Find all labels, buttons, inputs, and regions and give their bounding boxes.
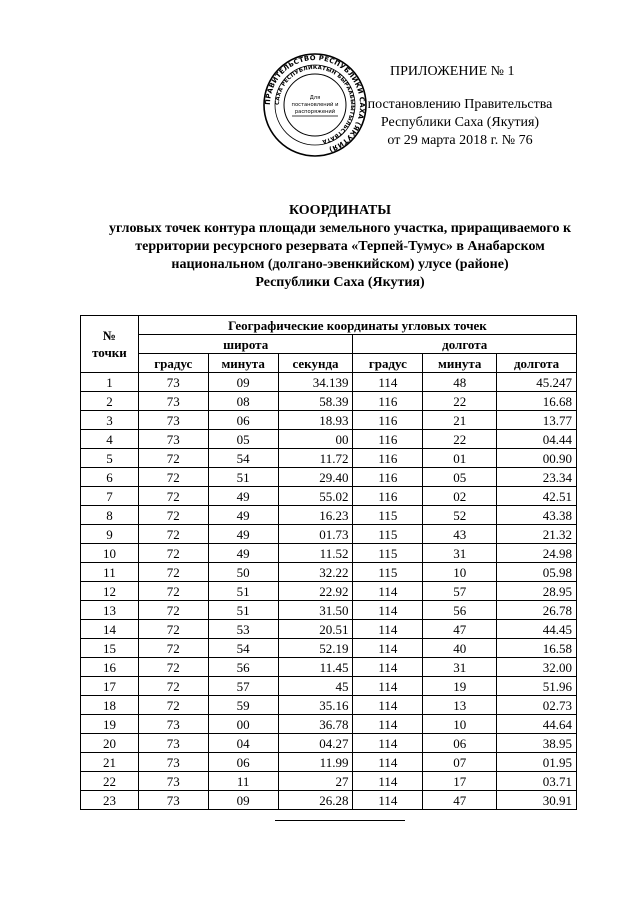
table-cell: 16.58 — [497, 639, 577, 658]
table-row — [81, 791, 577, 810]
table-cell: 72 — [138, 601, 208, 620]
table-cell: 06 — [208, 753, 278, 772]
table-cell: 72 — [138, 658, 208, 677]
table-cell: 114 — [353, 582, 423, 601]
table-cell: 9 — [81, 525, 139, 544]
table-cell: 4 — [81, 430, 139, 449]
table-cell: 28.95 — [497, 582, 577, 601]
table-cell: 116 — [353, 449, 423, 468]
coordinates-table — [80, 315, 577, 810]
table-cell: 5 — [81, 449, 139, 468]
column-header: минута — [423, 354, 497, 373]
table-row — [81, 525, 577, 544]
table-cell: 13 — [81, 601, 139, 620]
table-cell: 114 — [353, 658, 423, 677]
table-cell: 00 — [208, 715, 278, 734]
seal-outer-text: ПРАВИТЕЛЬСТВО РЕСПУБЛИКИ САХА (ЯКУТИЯ) — [263, 53, 367, 154]
table-cell: 7 — [81, 487, 139, 506]
table-cell: 73 — [138, 411, 208, 430]
table-row — [81, 373, 577, 392]
table-cell: 08 — [208, 392, 278, 411]
table-row — [81, 544, 577, 563]
table-cell: 6 — [81, 468, 139, 487]
table-cell: 49 — [208, 525, 278, 544]
seal-center-line: постановлений и — [291, 102, 339, 108]
table-cell: 01.73 — [278, 525, 353, 544]
table-cell: 31 — [423, 658, 497, 677]
table-cell: 22 — [423, 430, 497, 449]
table-cell: 72 — [138, 582, 208, 601]
table-cell: 10 — [423, 715, 497, 734]
table-cell: 19 — [81, 715, 139, 734]
longitude-header: долгота — [353, 335, 577, 354]
table-row — [81, 392, 577, 411]
table-cell: 05 — [208, 430, 278, 449]
table-cell: 114 — [353, 373, 423, 392]
column-header: секунда — [278, 354, 353, 373]
table-cell: 30.91 — [497, 791, 577, 810]
table-cell: 23 — [81, 791, 139, 810]
heading-subline: Республики Саха (Якутия) — [255, 275, 425, 290]
table-cell: 20 — [81, 734, 139, 753]
heading-subline: национальном (долгано-эвенкийском) улусе (районе) — [171, 257, 509, 272]
table-cell: 115 — [353, 563, 423, 582]
table-cell: 11.52 — [278, 544, 353, 563]
table-cell: 72 — [138, 468, 208, 487]
column-header: минута — [208, 354, 278, 373]
decree-reference — [360, 96, 560, 150]
table-cell: 48 — [423, 373, 497, 392]
table-cell: 114 — [353, 639, 423, 658]
table-cell: 116 — [353, 487, 423, 506]
table-cell: 72 — [138, 696, 208, 715]
table-cell: 50 — [208, 563, 278, 582]
table-cell: 55.02 — [278, 487, 353, 506]
table-row — [81, 449, 577, 468]
table-row — [81, 506, 577, 525]
seal-inner-text: САХА РЕСПУБЛИКАТЫН БЫРААБЫЫТЫЛЬСТВАТА — [274, 64, 356, 145]
table-cell: 09 — [208, 791, 278, 810]
table-cell: 11.72 — [278, 449, 353, 468]
table-cell: 72 — [138, 639, 208, 658]
table-cell: 06 — [423, 734, 497, 753]
table-cell: 49 — [208, 506, 278, 525]
table-cell: 26.28 — [278, 791, 353, 810]
table-cell: 115 — [353, 525, 423, 544]
table-cell: 32.00 — [497, 658, 577, 677]
point-number-header: № точки — [81, 316, 139, 373]
table-cell: 09 — [208, 373, 278, 392]
table-cell: 114 — [353, 677, 423, 696]
table-cell: 114 — [353, 734, 423, 753]
table-row — [81, 639, 577, 658]
table-cell: 59 — [208, 696, 278, 715]
column-header: долгота — [497, 354, 577, 373]
table-cell: 24.98 — [497, 544, 577, 563]
table-cell: 73 — [138, 430, 208, 449]
table-cell: 51.96 — [497, 677, 577, 696]
table-cell: 17 — [423, 772, 497, 791]
table-cell: 32.22 — [278, 563, 353, 582]
table-cell: 44.64 — [497, 715, 577, 734]
table-cell: 18.93 — [278, 411, 353, 430]
table-cell: 00 — [278, 430, 353, 449]
table-cell: 13.77 — [497, 411, 577, 430]
column-header: градус — [138, 354, 208, 373]
table-row — [81, 601, 577, 620]
table-cell: 114 — [353, 620, 423, 639]
table-cell: 53 — [208, 620, 278, 639]
heading-subline: территории ресурсного резервата «Терпей-Тумус» в Анабарском — [135, 239, 545, 254]
table-cell: 00.90 — [497, 449, 577, 468]
table-cell: 72 — [138, 544, 208, 563]
table-cell: 01 — [423, 449, 497, 468]
table-cell: 73 — [138, 772, 208, 791]
table-cell: 16 — [81, 658, 139, 677]
table-cell: 42.51 — [497, 487, 577, 506]
table-cell: 45.247 — [497, 373, 577, 392]
table-cell: 116 — [353, 468, 423, 487]
table-cell: 2 — [81, 392, 139, 411]
table-cell: 43 — [423, 525, 497, 544]
table-cell: 04.44 — [497, 430, 577, 449]
table-cell: 51 — [208, 468, 278, 487]
document-heading — [60, 202, 620, 292]
table-cell: 03.71 — [497, 772, 577, 791]
table-cell: 57 — [423, 582, 497, 601]
table-row — [81, 734, 577, 753]
table-cell: 18 — [81, 696, 139, 715]
table-cell: 11.99 — [278, 753, 353, 772]
geo-coordinates-header: Географические координаты угловых точек — [138, 316, 576, 335]
table-cell: 116 — [353, 411, 423, 430]
table-cell: 23.34 — [497, 468, 577, 487]
table-cell: 35.16 — [278, 696, 353, 715]
table-cell: 31.50 — [278, 601, 353, 620]
table-cell: 72 — [138, 487, 208, 506]
heading-subline: угловых точек контура площади земельного участка, приращиваемого к — [108, 221, 572, 236]
table-cell: 02 — [423, 487, 497, 506]
table-cell: 02.73 — [497, 696, 577, 715]
table-row — [81, 430, 577, 449]
table-cell: 38.95 — [497, 734, 577, 753]
table-cell: 21.32 — [497, 525, 577, 544]
table-cell: 58.39 — [278, 392, 353, 411]
table-cell: 72 — [138, 620, 208, 639]
table-cell: 49 — [208, 544, 278, 563]
table-cell: 05 — [423, 468, 497, 487]
table-cell: 31 — [423, 544, 497, 563]
table-cell: 54 — [208, 449, 278, 468]
table-row — [81, 696, 577, 715]
table-cell: 22 — [423, 392, 497, 411]
table-cell: 11.45 — [278, 658, 353, 677]
table-row — [81, 677, 577, 696]
table-cell: 73 — [138, 791, 208, 810]
table-cell: 116 — [353, 392, 423, 411]
table-cell: 14 — [81, 620, 139, 639]
table-cell: 04 — [208, 734, 278, 753]
table-cell: 114 — [353, 601, 423, 620]
table-cell: 21 — [81, 753, 139, 772]
table-cell: 1 — [81, 373, 139, 392]
table-cell: 44.45 — [497, 620, 577, 639]
decree-line: Республики Саха (Якутия) — [380, 115, 540, 130]
table-cell: 73 — [138, 715, 208, 734]
table-cell: 01.95 — [497, 753, 577, 772]
table-cell: 21 — [423, 411, 497, 430]
table-cell: 34.139 — [278, 373, 353, 392]
table-cell: 72 — [138, 525, 208, 544]
table-cell: 8 — [81, 506, 139, 525]
table-cell: 17 — [81, 677, 139, 696]
table-cell: 11 — [208, 772, 278, 791]
heading-title: КООРДИНАТЫ — [288, 203, 391, 218]
table-cell: 114 — [353, 772, 423, 791]
table-cell: 52.19 — [278, 639, 353, 658]
table-cell: 73 — [138, 753, 208, 772]
table-cell: 72 — [138, 563, 208, 582]
column-header: градус — [353, 354, 423, 373]
table-cell: 16.23 — [278, 506, 353, 525]
table-cell: 16.68 — [497, 392, 577, 411]
table-cell: 56 — [423, 601, 497, 620]
table-cell: 43.38 — [497, 506, 577, 525]
table-row — [81, 715, 577, 734]
table-cell: 51 — [208, 582, 278, 601]
table-cell: 07 — [423, 753, 497, 772]
table-cell: 27 — [278, 772, 353, 791]
table-cell: 115 — [353, 506, 423, 525]
decree-line: от 29 марта 2018 г. № 76 — [387, 133, 533, 148]
table-cell: 47 — [423, 791, 497, 810]
table-cell: 47 — [423, 620, 497, 639]
table-cell: 54 — [208, 639, 278, 658]
table-cell: 114 — [353, 791, 423, 810]
table-cell: 13 — [423, 696, 497, 715]
table-row — [81, 563, 577, 582]
table-cell: 22 — [81, 772, 139, 791]
table-cell: 04.27 — [278, 734, 353, 753]
appendix-title: ПРИЛОЖЕНИЕ № 1 — [390, 64, 515, 79]
latitude-header: широта — [138, 335, 353, 354]
table-cell: 20.51 — [278, 620, 353, 639]
table-cell: 45 — [278, 677, 353, 696]
table-row — [81, 772, 577, 791]
seal-center-line: распоряжений — [294, 109, 336, 115]
table-cell: 114 — [353, 715, 423, 734]
table-cell: 114 — [353, 753, 423, 772]
table-cell: 10 — [423, 563, 497, 582]
table-cell: 72 — [138, 449, 208, 468]
table-row — [81, 620, 577, 639]
table-cell: 22.92 — [278, 582, 353, 601]
table-row — [81, 658, 577, 677]
table-cell: 72 — [138, 677, 208, 696]
seal-center-line: Для — [309, 95, 321, 101]
table-cell: 05.98 — [497, 563, 577, 582]
table-cell: 57 — [208, 677, 278, 696]
table-row — [81, 468, 577, 487]
table-cell: 72 — [138, 506, 208, 525]
table-cell: 36.78 — [278, 715, 353, 734]
table-cell: 73 — [138, 392, 208, 411]
table-cell: 19 — [423, 677, 497, 696]
table-cell: 116 — [353, 430, 423, 449]
table-row — [81, 582, 577, 601]
table-cell: 73 — [138, 373, 208, 392]
table-cell: 10 — [81, 544, 139, 563]
table-cell: 12 — [81, 582, 139, 601]
table-cell: 73 — [138, 734, 208, 753]
table-cell: 11 — [81, 563, 139, 582]
table-cell: 29.40 — [278, 468, 353, 487]
table-cell: 52 — [423, 506, 497, 525]
decree-line: постановлению Правительства — [367, 97, 553, 112]
footer-divider — [275, 820, 405, 821]
table-cell: 51 — [208, 601, 278, 620]
table-cell: 114 — [353, 696, 423, 715]
table-cell: 40 — [423, 639, 497, 658]
table-cell: 06 — [208, 411, 278, 430]
table-cell: 26.78 — [497, 601, 577, 620]
table-cell: 15 — [81, 639, 139, 658]
table-row — [81, 753, 577, 772]
table-cell: 49 — [208, 487, 278, 506]
table-cell: 56 — [208, 658, 278, 677]
table-cell: 3 — [81, 411, 139, 430]
table-row — [81, 487, 577, 506]
official-seal — [262, 52, 368, 158]
table-row — [81, 411, 577, 430]
table-cell: 115 — [353, 544, 423, 563]
